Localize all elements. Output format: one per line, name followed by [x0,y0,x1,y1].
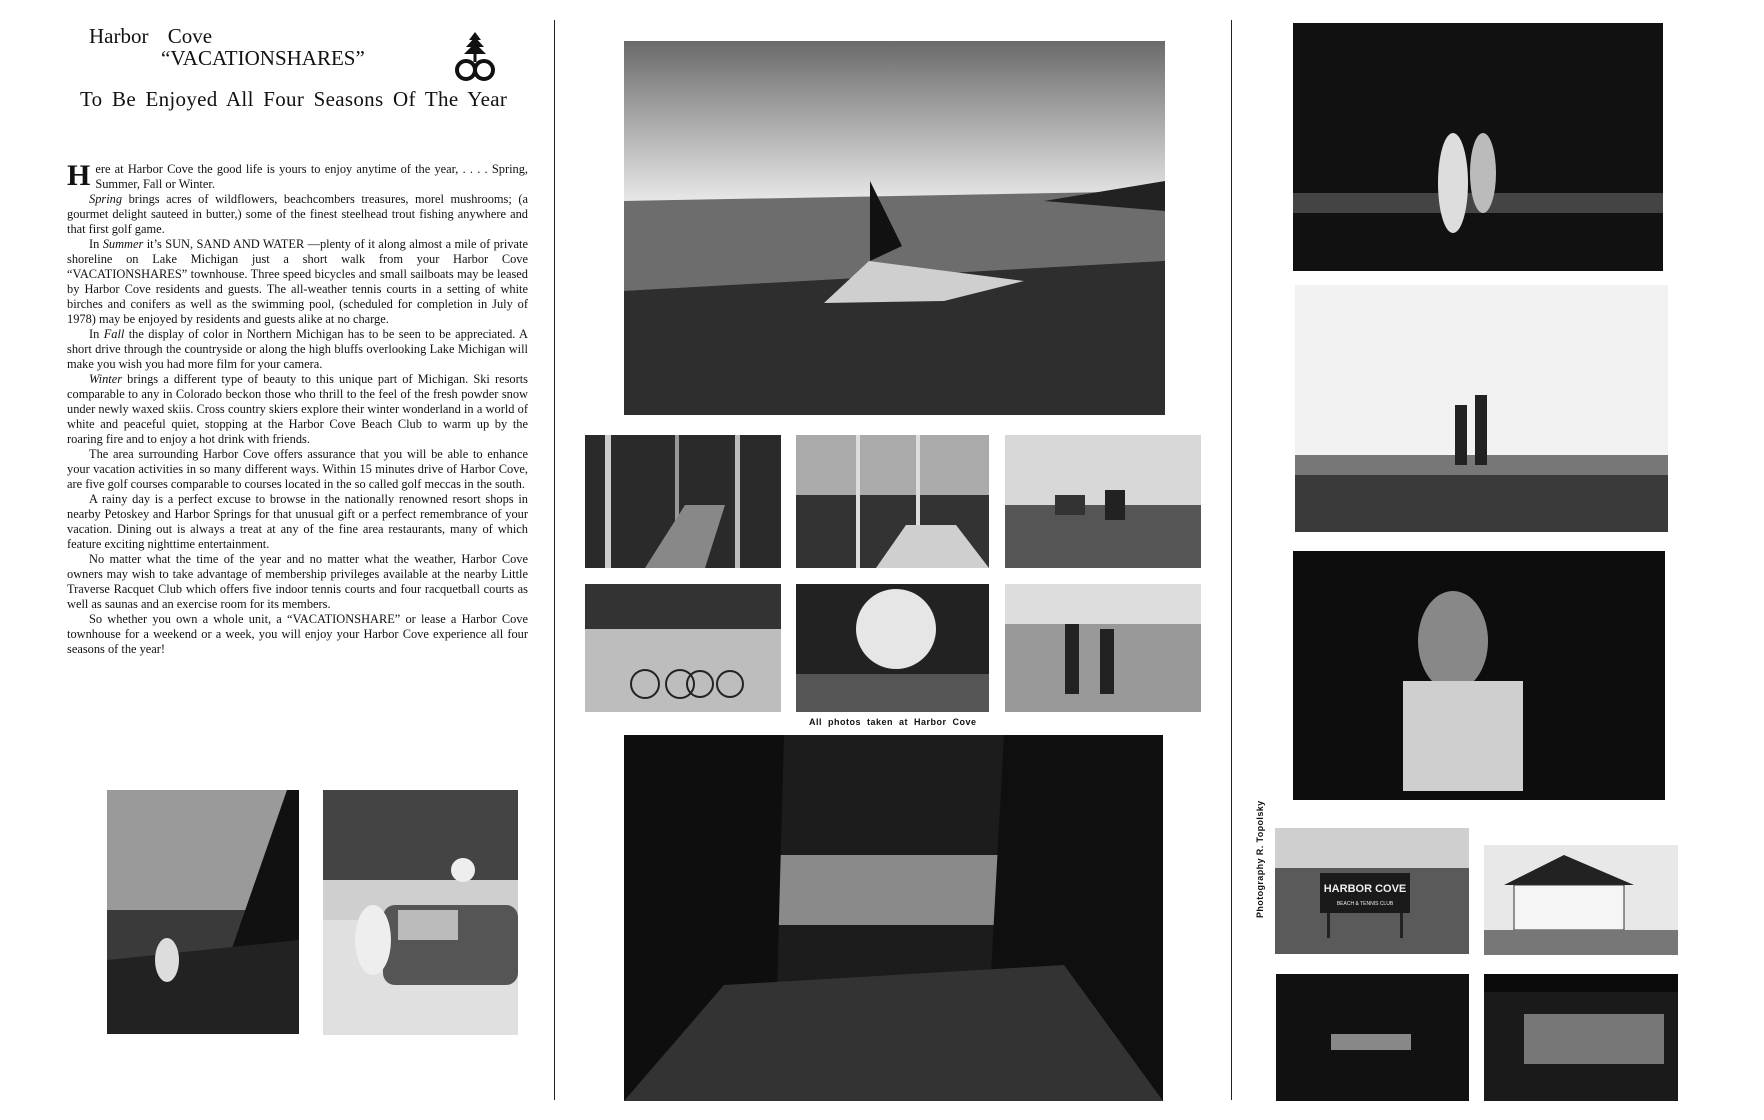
paragraph-weather: No matter what the time of the year and no matter what the weather, Harbor Cove owners may wish to take advantage of membership privileges available at the nearby Little Traverse Racquet Club which offers five indoor tennis courts and four racquetball courts as well as saunas and an exercise room for its members. [67,552,528,611]
page-subtitle: To Be Enjoyed All Four Seasons Of The Year [80,87,508,111]
photo-beach-walkers [1295,285,1668,532]
paragraph-closing: So whether you own a whole unit, a “VACATIONSHARE” or lease a Harbor Cove townhouse for a weekend or a week, you will enjoy your Harbor Cove experience all four seasons of the year! [67,612,528,656]
photo-townhouse-woods [796,584,989,712]
dropcap: H [67,159,91,192]
photo-forest-inlet [624,735,1163,1101]
photo-woman-portrait [1293,551,1665,800]
harbor-cove-logo [435,30,515,82]
photo-club-sign [1275,828,1469,954]
photo-birch-path [796,435,989,568]
photo-beach-sailboat [624,41,1165,415]
paragraph-rainy-day: A rainy day is a perfect excuse to browse in the nationally renowned resort shops in nearby Petoskey and Harbor Springs for that unusual gift or a perfect remembrance of your vacation. Dining out is always a treat at any of the fine area restaurants, many of which feature exciting nighttime entertainment. [67,492,528,551]
photo-clubhouse-interior [1484,974,1678,1101]
photo-sailboat-launch [107,790,299,1034]
brand-line-1: Harbor Cove [89,24,213,48]
photo-clubhouse [1484,845,1678,955]
sign-subtitle: BEACH & TENNIS CLUB [1336,901,1394,907]
paragraph-summer: In Summer it’s SUN, SAND AND WATER —plenty of it along almost a mile of private shoreline on Lake Michigan just a short walk from your Harbor Cove “VACATIONSHARES” townhouse. Three speed bicycles and small sailboats may be leased by Harbor Cove residents and guests. The all-weather tennis courts in a setting of white birches and conifers as well as the swimming pool, (scheduled for completion in July of 1978) may be enjoyed by residents and guests alike at no charge. [67,237,528,326]
photo-tennis-car [323,790,518,1035]
paragraph-area: The area surrounding Harbor Cove offers assurance that you will be able to enhance your vacation activities in so many different ways. Within 15 minutes drive of Harbor Cove, are five golf courses comparable to courses located in the so called golf meccas in the south. [67,447,528,491]
photo-dune-walkers [1005,584,1201,712]
brand-line-2: “VACATIONSHARES” [161,46,365,70]
photo-forest-stairs [585,435,781,568]
sign-title: HARBOR COVE [1323,883,1407,895]
photos-caption: All photos taken at Harbor Cove [809,717,977,727]
photo-pool-night [1276,974,1469,1101]
paragraph-winter: Winter brings a different type of beauty to this unique part of Michigan. Ski resorts comparable to any in Colorado beckon those who thrill to the feel of the fresh powder snow under newly waxed skiis. Cross country skiers explore their winter wonderland in a world of white and peaceful quiet, stopping at the Harbor Cove Beach Club to warm up by the roaring fire and to enjoy a hot drink with friends. [67,372,528,446]
paragraph-fall: In Fall the display of color in Northern Michigan has to be seen to be appreciated. A short drive through the countryside or along the high bluffs overlooking Lake Michigan will make you wish you had more film for your camera. [67,327,528,371]
photo-bicycles [585,584,781,712]
column-divider-left [554,20,555,1100]
photo-credit: Photography R. Topolsky [1255,800,1265,918]
column-divider-right [1231,20,1232,1100]
photo-deck-lounge [1005,435,1201,568]
article-body [67,159,528,657]
paragraph-intro: Here at Harbor Cove the good life is yours to enjoy anytime of the year, . . . . Spring, Summer, Fall or Winter. [67,159,528,192]
paragraph-spring: Spring brings acres of wildflowers, beachcombers treasures, morel mushrooms; (a gourmet delight sauteed in butter,) some of the finest steelhead trout fishing anywhere and that first golf game. [67,192,528,236]
photo-couple-seawall [1293,23,1663,271]
